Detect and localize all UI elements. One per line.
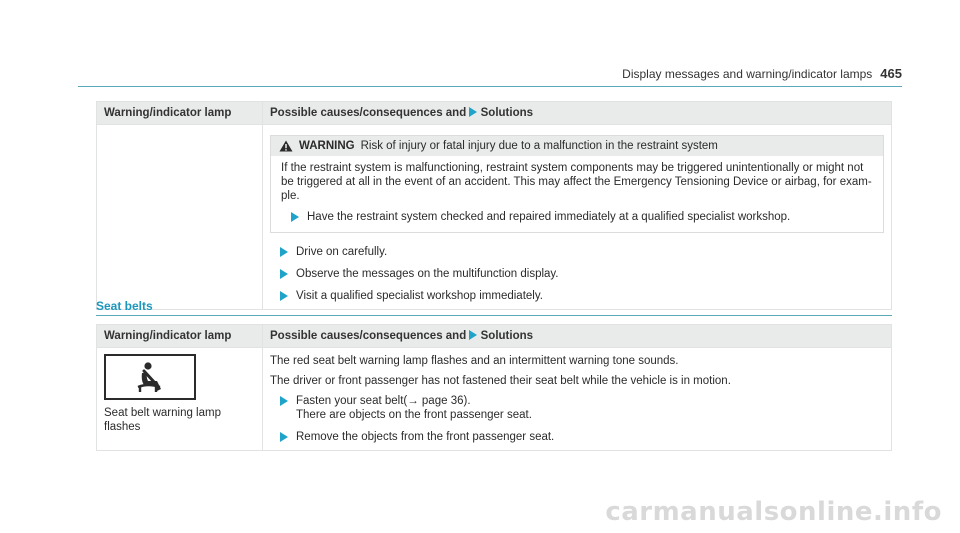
lamp-cell — [97, 348, 263, 451]
step-text: Visit a qualified specialist workshop immediately. — [296, 290, 543, 302]
warning-step-text: Have the restraint system checked and repaired immediately at a qualified specialist workshop. — [307, 211, 791, 223]
watermark: carmanualsonline.info — [605, 497, 942, 527]
warning-table-restraint — [96, 101, 892, 310]
step-note: There are objects on the front passenger seat. — [296, 409, 532, 421]
seat-belt-icon — [135, 361, 165, 393]
col-header-causes-label: Possible causes/consequences and — [270, 330, 467, 342]
col-header-lamp: Warning/indicator lamp — [97, 325, 263, 348]
arrow-icon — [469, 330, 477, 340]
arrow-icon — [291, 212, 299, 222]
warning-text: If the restraint system is malfunctioning, restraint system components may be triggered unintentionally or might not be triggered at all in the event of an accident. This may affect the Emergency Tensioning Device or airbag, for exam-ple. — [281, 162, 872, 202]
step-item — [280, 289, 884, 303]
warning-title: Risk of injury or fatal injury due to a malfunction in the restraint system — [360, 140, 718, 152]
section-rule — [96, 315, 892, 316]
col-header-causes-label: Possible causes/consequences and — [270, 107, 467, 119]
lamp-label: Seat belt warning lamp flashes — [104, 407, 221, 433]
col-header-causes — [263, 102, 892, 125]
step-text: Remove the objects from the front passenger seat. — [296, 431, 555, 443]
col-header-solutions-label: Solutions — [480, 107, 534, 119]
arrow-icon — [469, 107, 477, 117]
seat-belt-lamp — [104, 354, 196, 400]
warning-step — [291, 210, 873, 224]
lamp-cell-empty — [97, 125, 263, 310]
running-header-title: Display messages and warning/indicator lamps — [622, 67, 873, 81]
step-text — [296, 394, 532, 422]
cause-text: The red seat belt warning lamp flashes and an intermittent warning tone sounds. — [270, 355, 679, 367]
warning-label: WARNING — [299, 140, 355, 152]
arrow-icon — [280, 269, 288, 279]
arrow-icon — [280, 247, 288, 257]
arrow-icon — [280, 432, 288, 442]
warning-table-seatbelt — [96, 324, 892, 451]
cause-text: The driver or front passenger has not fastened their seat belt while the vehicle is in motion. — [270, 375, 731, 387]
arrow-icon — [280, 396, 288, 406]
step-text-main: Fasten your seat belt(→ page 36). — [296, 395, 471, 407]
causes-cell — [263, 125, 892, 310]
running-header — [622, 66, 902, 81]
page-number: 465 — [880, 66, 902, 81]
step-item — [280, 394, 884, 422]
step-text: Observe the messages on the multifunction display. — [296, 268, 559, 280]
warning-box-body — [271, 156, 883, 232]
warning-box — [270, 135, 884, 233]
warning-box-header — [271, 136, 883, 156]
col-header-causes — [263, 325, 892, 348]
section-title: Seat belts — [96, 299, 153, 313]
col-header-solutions-label: Solutions — [480, 330, 534, 342]
step-item — [280, 245, 884, 259]
warning-triangle-icon — [279, 140, 293, 152]
causes-cell — [263, 348, 892, 451]
step-item — [280, 430, 884, 444]
arrow-icon — [280, 291, 288, 301]
col-header-lamp: Warning/indicator lamp — [97, 102, 263, 125]
step-text: Drive on carefully. — [296, 246, 388, 258]
header-rule — [78, 86, 902, 87]
step-item — [280, 267, 884, 281]
